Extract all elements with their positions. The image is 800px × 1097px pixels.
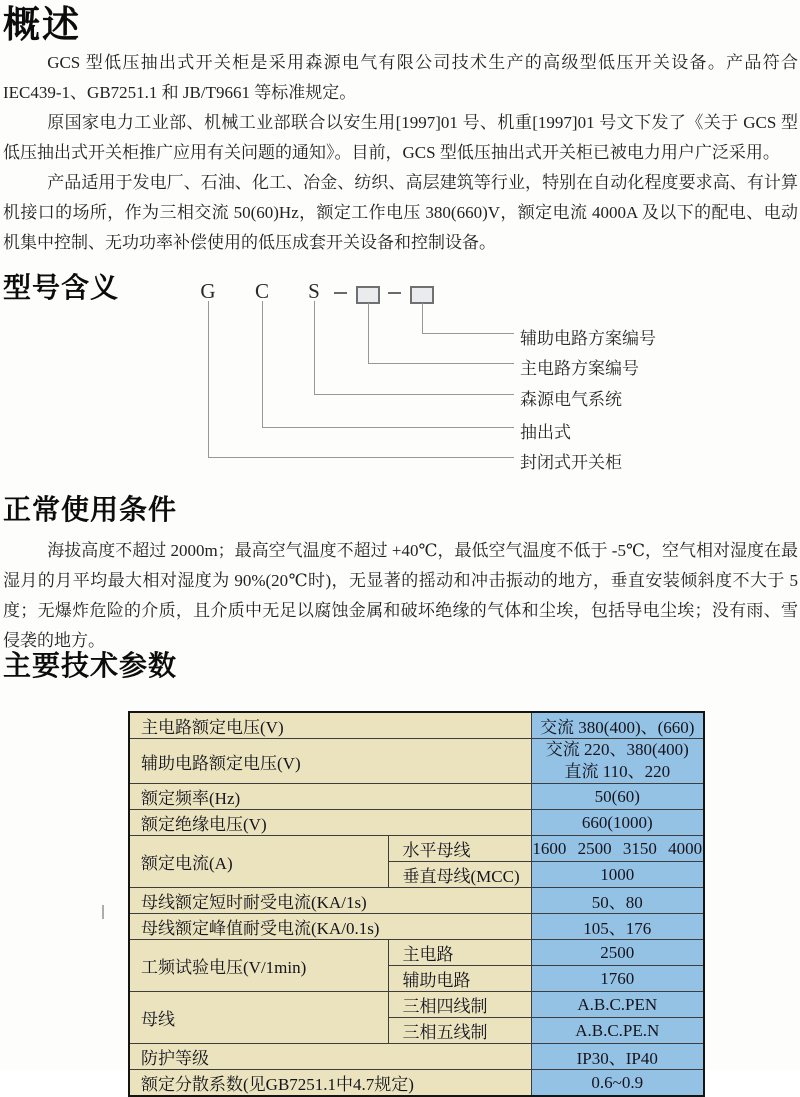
row-value: 1760	[531, 966, 704, 992]
code-dash-1	[334, 292, 347, 294]
leader-line-g	[208, 301, 514, 458]
model-letter-c: C	[254, 279, 269, 303]
row-label: 主电路额定电压(V)	[129, 712, 531, 739]
diagram-label-withdrawable: 抽出式	[520, 423, 571, 442]
scan-artifact	[102, 905, 104, 919]
conditions-heading: 正常使用条件	[3, 493, 178, 526]
row-sublabel: 辅助电路	[388, 966, 531, 992]
overview-paragraphs	[3, 48, 798, 258]
table-row	[129, 784, 704, 810]
row-value: 1000	[531, 862, 704, 888]
overview-paragraph-1: GCS 型低压抽出式开关柜是采用森源电气有限公司技术生产的高级型低压开关设备。产品符合 IEC439-1、GB7251.1 和 JB/T9661 等标准规定。	[3, 53, 798, 102]
row-sublabel: 主电路	[388, 940, 531, 966]
row-label: 额定电流(A)	[129, 836, 388, 888]
row-label: 母线	[129, 992, 388, 1044]
row-value: 2500	[531, 940, 704, 966]
model-meaning-heading: 型号含义	[3, 271, 120, 304]
row-value: 50(60)	[531, 784, 704, 810]
row-value: 50、80	[531, 888, 704, 914]
overview-paragraph-2: 原国家电力工业部、机械工业部联合以安生用[1997]01 号、机重[1997]01 号文下发了《关于 GCS 型低压抽出式开关柜推广应用有关问题的通知》。目前，GCS 型低压抽出式开关柜已被电力用户广泛采用。	[3, 113, 798, 162]
row-label: 防护等级	[129, 1044, 531, 1070]
row-sublabel: 垂直母线(MCC)	[388, 862, 531, 888]
diagram-label-system: 森源电气系统	[520, 390, 622, 409]
row-label: 工频试验电压(V/1min)	[129, 940, 388, 992]
row-value: A.B.C.PE.N	[531, 1018, 704, 1044]
table-row	[129, 888, 704, 914]
tech-params-heading: 主要技术参数	[3, 649, 178, 682]
table-row	[129, 810, 704, 836]
conditions-paragraph-1: 海拔高度不超过 2000m；最高空气温度不超过 +40℃，最低空气温度不低于 -5℃，空气相对湿度在最湿月的月平均最大相对湿度为 90%(20℃时)，无显著的摇动和冲击振动的地方，垂直安装倾斜度不大于 5 度；无爆炸危险的介质，且介质中无足以腐蚀金属和破坏绝缘的气体和尘埃，包括导电尘埃；没有雨、雪侵袭的地方。	[3, 541, 798, 650]
row-value: 1600 2500 3150 4000	[531, 836, 704, 862]
conditions-paragraphs	[3, 536, 798, 656]
diagram-label-enclosed: 封闭式开关柜	[520, 453, 622, 472]
row-value: 交流 380(400)、(660)	[531, 712, 704, 739]
row-sublabel: 三相五线制	[388, 1018, 531, 1044]
value-line-2: 直流 110、220	[564, 762, 671, 781]
row-label: 额定绝缘电压(V)	[129, 810, 531, 836]
row-value: A.B.C.PEN	[531, 992, 704, 1018]
table-row	[129, 712, 704, 739]
model-letter-s: S	[308, 279, 320, 303]
diagram-label-main-scheme: 主电路方案编号	[520, 359, 639, 378]
tech-params-table	[128, 711, 705, 1097]
row-value: 105、176	[531, 914, 704, 940]
table-row	[129, 1070, 704, 1097]
row-value: IP30、IP40	[531, 1044, 704, 1070]
row-value: 0.6~0.9	[531, 1070, 704, 1097]
row-value	[531, 739, 704, 784]
value-line-1: 交流 220、380(400)	[545, 740, 689, 759]
table-row	[129, 1044, 704, 1070]
table-row	[129, 940, 704, 966]
row-sublabel: 三相四线制	[388, 992, 531, 1018]
row-sublabel: 水平母线	[388, 836, 531, 862]
diagram-label-aux-scheme: 辅助电路方案编号	[520, 329, 656, 348]
table-row	[129, 992, 704, 1018]
row-label: 母线额定短时耐受电流(KA/1s)	[129, 888, 531, 914]
table-row	[129, 836, 704, 862]
overview-paragraph-3: 产品适用于发电厂、石油、化工、冶金、纺织、高层建筑等行业，特别在自动化程度要求高、有计算机接口的场所，作为三相交流 50(60)Hz，额定工作电压 380(660)V，额定电流 4000A 及以下的配电、电动机集中控制、无功功率补偿使用的低压成套开关设备和控制设备。	[3, 173, 798, 252]
model-letter-g: G	[200, 279, 216, 303]
overview-heading: 概述	[3, 3, 81, 46]
row-label: 辅助电路额定电压(V)	[129, 739, 531, 784]
row-label: 母线额定峰值耐受电流(KA/0.1s)	[129, 914, 531, 940]
table-row	[129, 914, 704, 940]
code-dash-2	[388, 292, 401, 294]
row-label: 额定频率(Hz)	[129, 784, 531, 810]
row-label: 额定分散系数(见GB7251.1中4.7规定)	[129, 1070, 531, 1097]
row-value: 660(1000)	[531, 810, 704, 836]
table-row	[129, 739, 704, 784]
